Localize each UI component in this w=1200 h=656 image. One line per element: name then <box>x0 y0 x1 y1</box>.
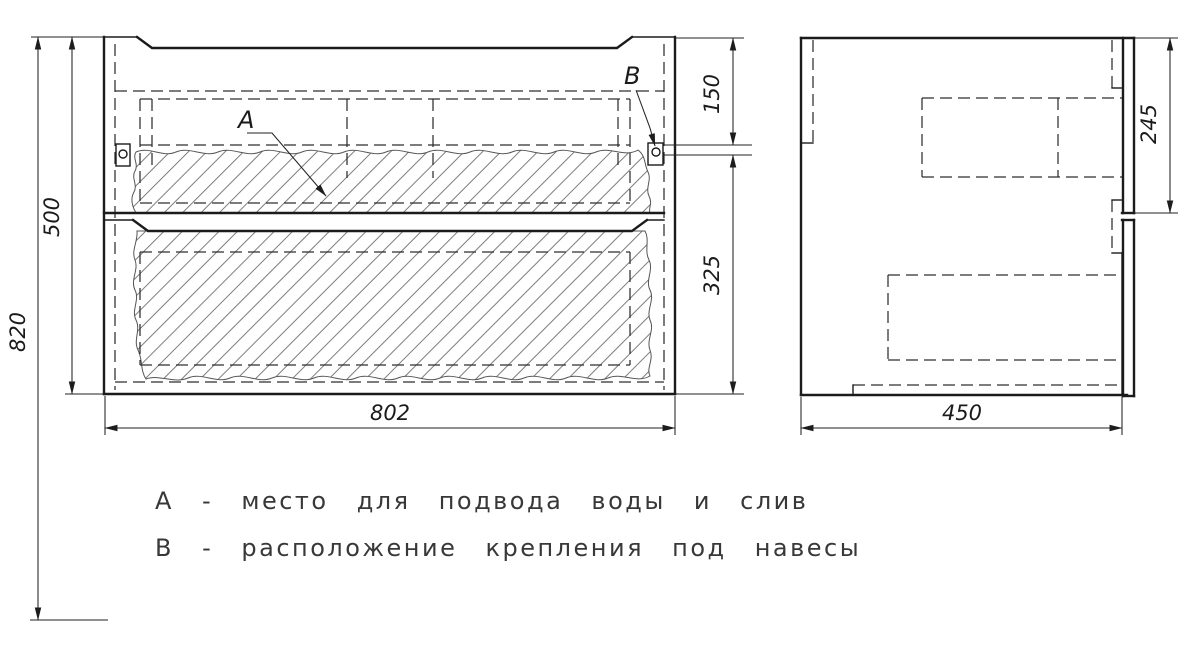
mounting-bracket-left <box>116 144 130 166</box>
dim-245-label: 245 <box>1137 103 1161 145</box>
dim-820-label: 820 <box>6 311 30 353</box>
front-view-hatch-zone-bottom-drawer <box>133 231 651 380</box>
mounting-bracket-right <box>648 143 663 165</box>
callout-a-label: А <box>238 106 255 134</box>
dim-802-label: 802 <box>369 401 411 425</box>
legend-line-a: А - место для подвода воды и слив <box>155 487 809 515</box>
dim-450-label: 450 <box>941 401 983 425</box>
callout-b-label: В <box>624 62 641 90</box>
legend <box>155 487 861 562</box>
side-view-outline <box>801 38 1134 396</box>
dim-500-label: 500 <box>40 196 64 238</box>
side-view-hidden-lines <box>813 40 1122 385</box>
legend-line-b: В - расположение крепления под навесы <box>155 534 862 562</box>
callout-b-leader <box>636 90 655 146</box>
dim-325-label: 325 <box>700 254 724 296</box>
dim-150-label: 150 <box>700 73 724 115</box>
